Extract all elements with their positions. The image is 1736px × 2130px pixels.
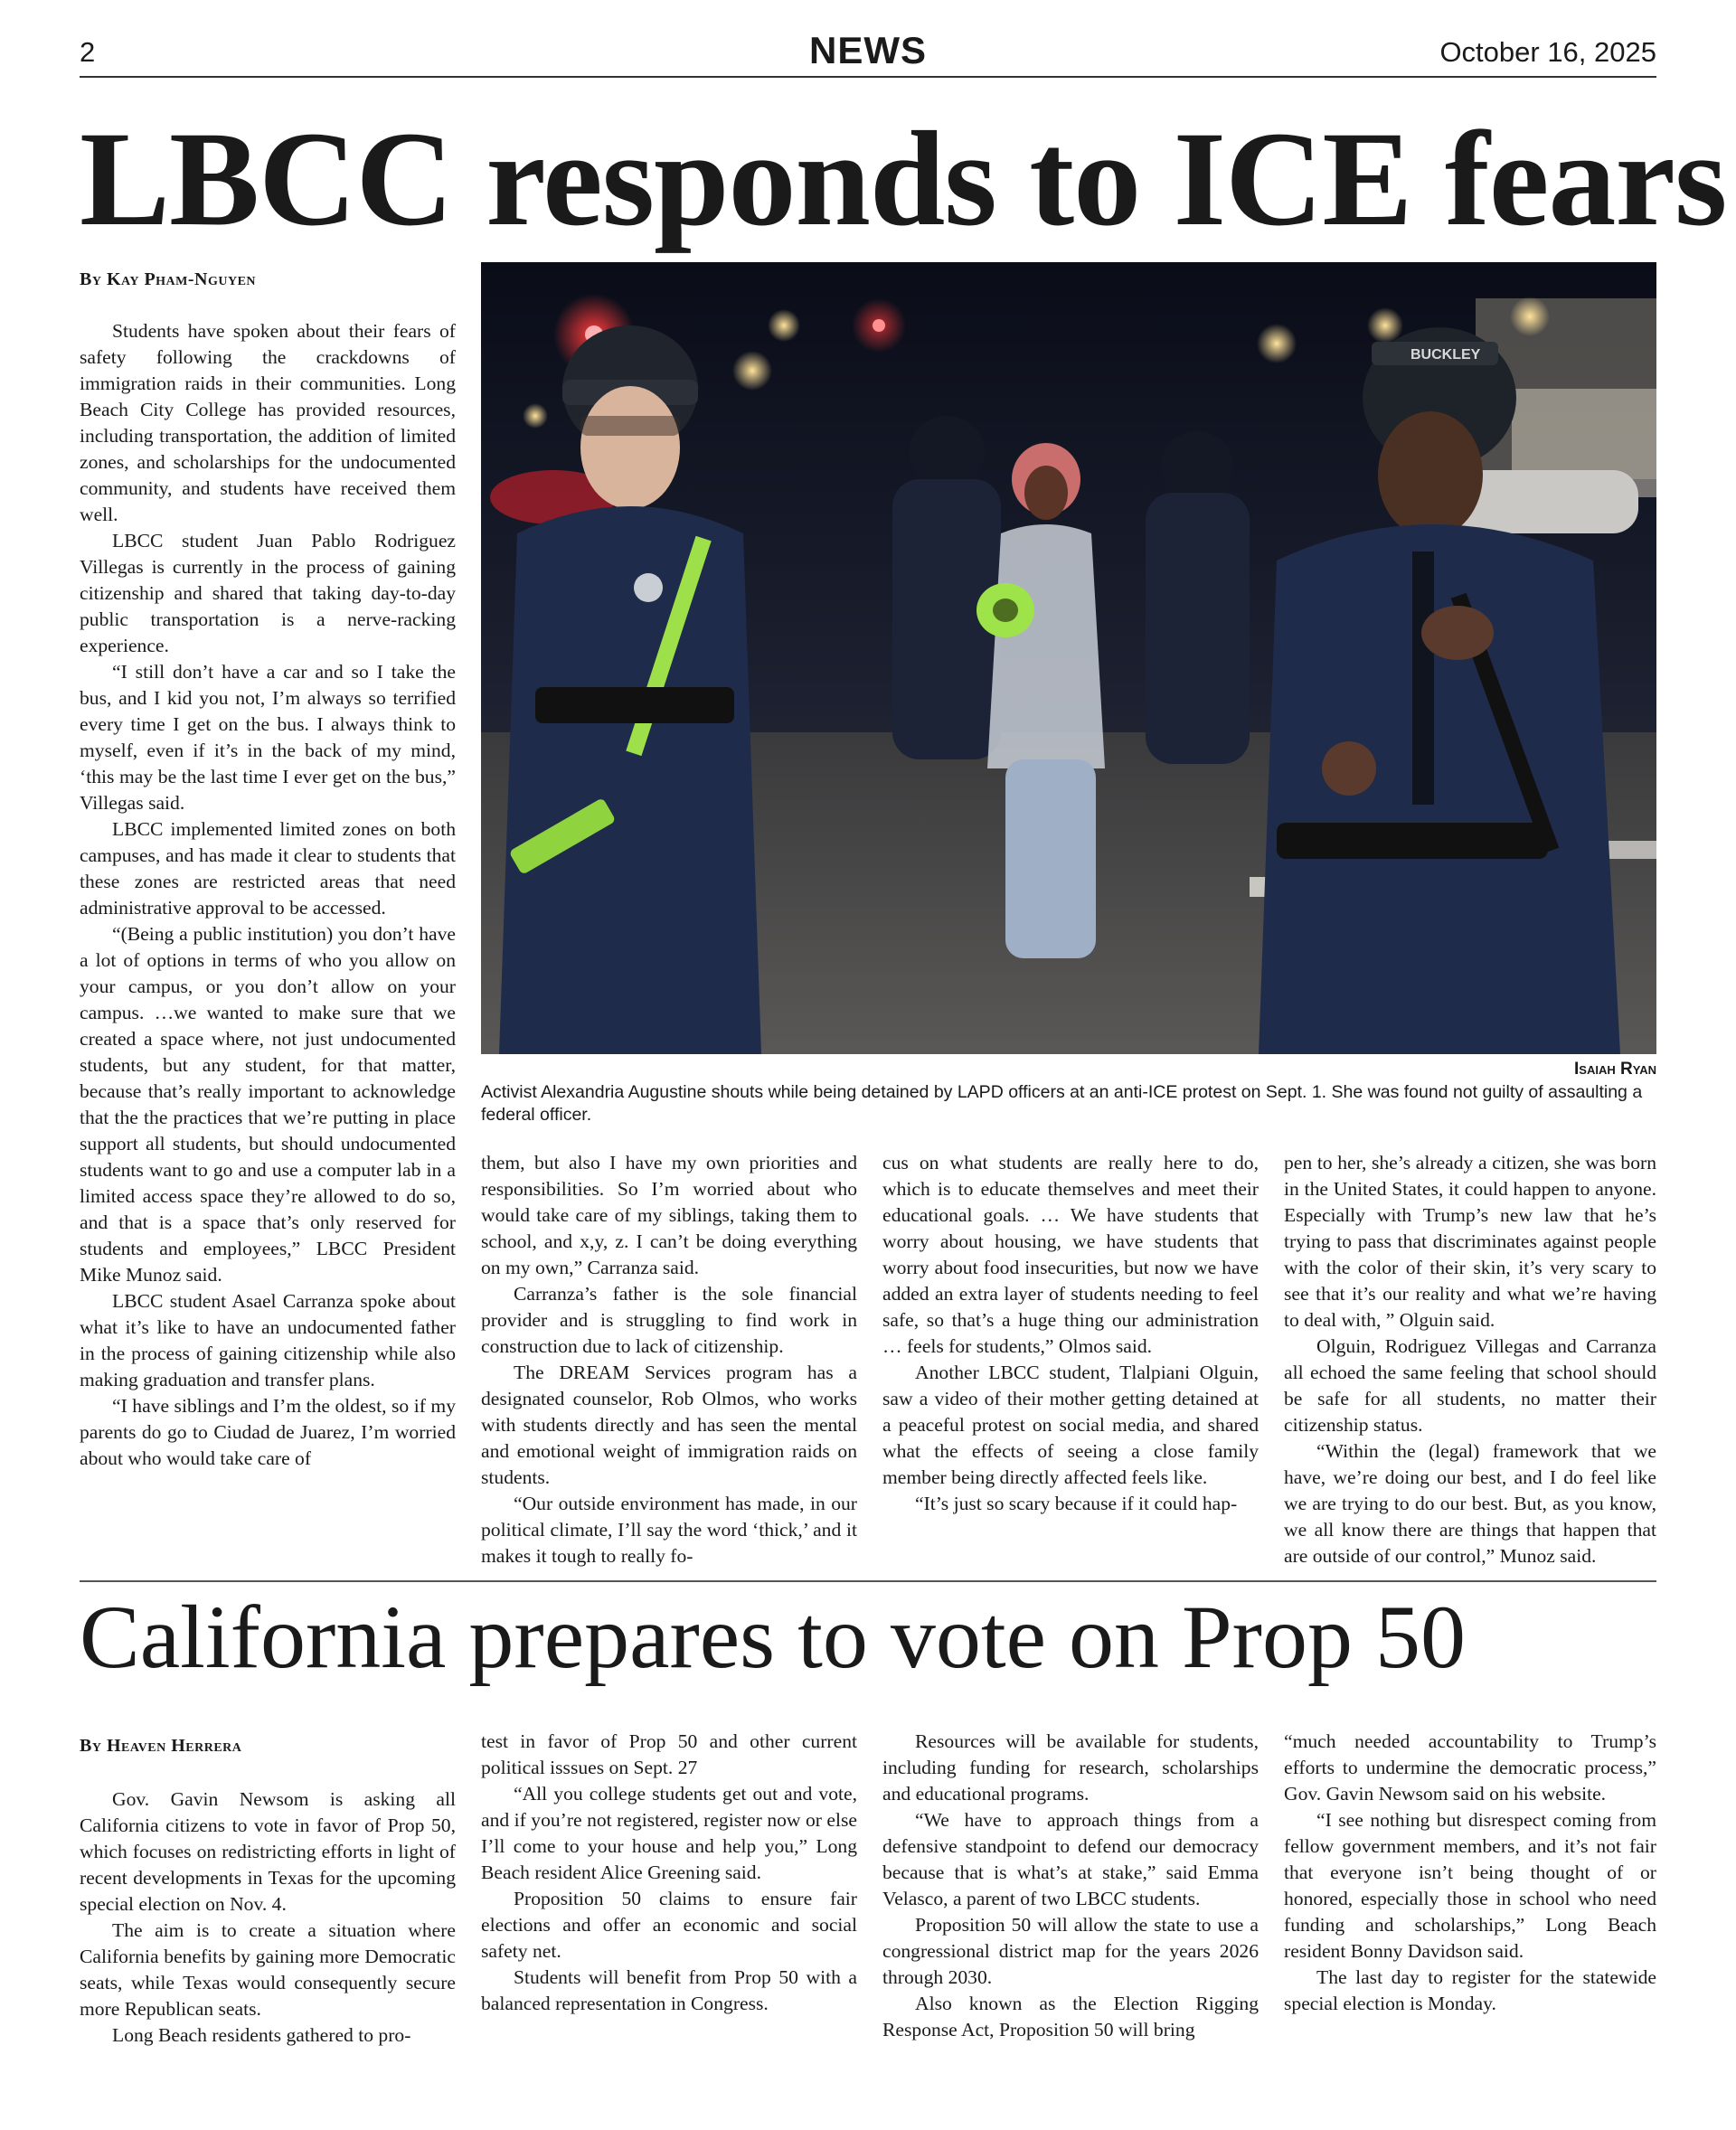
paragraph: Proposition 50 will allow the state to use a congressional district map for the years 2026 through 2030. — [882, 1914, 1259, 1988]
paragraph: “much needed accountability to Trump’s efforts to undermine the democratic process,” Gov. Gavin Newsom said on his website. — [1284, 1730, 1656, 1805]
photo-caption: Activist Alexandria Augustine shouts while being detained by LAPD officers at an anti-ICE protest on Sept. 1. She was found not guilty of assaulting a federal officer. — [481, 1082, 1643, 1125]
article-1-headline: LBCC responds to ICE fears — [80, 104, 1727, 254]
article-2-byline: By Heaven Herrera — [80, 1736, 242, 1756]
paragraph: “I see nothing but disrespect coming from fellow government members, and it’s not fair that everyone isn’t being thought of or honored, especially those in school who need funding and scholarships,” Long Beach resident Bonny Davidson said. — [1284, 1809, 1656, 1962]
paragraph: Also known as the Election Rigging Response Act, Proposition 50 will bring — [882, 1993, 1259, 2040]
article-2-column-1 — [80, 1786, 456, 2049]
issue-date: October 16, 2025 — [1439, 36, 1656, 68]
paragraph: “We have to approach things from a defensive standpoint to defend our democracy because that is what’s at stake,” said Emma Velasco, a parent of two LBCC students. — [882, 1809, 1259, 1909]
article-1-byline: By Kay Pham-Nguyen — [80, 269, 257, 289]
article-divider — [80, 1580, 1656, 1582]
paragraph: LBCC implemented limited zones on both campuses, and has made it clear to students that these zones are restricted areas that need administrative approval to be accessed. — [80, 818, 456, 919]
article-2-column-2 — [481, 1729, 857, 2017]
article-1-column-2 — [481, 1150, 857, 1569]
paragraph: Olguin, Rodriguez Villegas and Carranza all echoed the same feeling that school should be safe for all students, no matter their citizenship status. — [1284, 1335, 1656, 1436]
paragraph: “Our outside environment has made, in our political climate, I’ll say the word ‘thick,’ and it makes it tough to really fo- — [481, 1493, 857, 1567]
article-1-column-4 — [1284, 1150, 1656, 1569]
paragraph: “I have siblings and I’m the oldest, so if my parents do go to Ciudad de Juarez, I’m worried about who would take care of — [80, 1395, 456, 1469]
helmet-name-label: BUCKLEY — [1410, 347, 1481, 363]
header-rule — [80, 76, 1656, 78]
paragraph: Proposition 50 claims to ensure fair elections and offer an economic and social safety net. — [481, 1888, 857, 1962]
paragraph: “Within the (legal) framework that we have, we’re doing our best, and I do feel like we are trying to do our best. But, as you know, we all know there are things that happen that are outside of our control,” Munoz said. — [1284, 1440, 1656, 1567]
article-2-column-3 — [882, 1729, 1259, 2043]
paragraph: The DREAM Services program has a designated counselor, Rob Olmos, who works with students directly and has seen the mental and emotional weight of immigration raids on students. — [481, 1362, 857, 1488]
article-1-column-3 — [882, 1150, 1259, 1517]
paragraph: “All you college students get out and vote, and if you’re not registered, register now or else I’ll come to your house and help you,” Long Beach resident Alice Greening said. — [481, 1783, 857, 1883]
paragraph: Carranza’s father is the sole financial provider and is struggling to find work in construction due to lack of citizenship. — [481, 1283, 857, 1357]
photo-credit: Isaiah Ryan — [1574, 1060, 1656, 1079]
article-2-headline: California prepares to vote on Prop 50 — [80, 1587, 1466, 1687]
paragraph: The aim is to create a situation where California benefits by gaining more Democratic seats, while Texas would consequently secure more Republican seats. — [80, 1919, 456, 2020]
paragraph: Students will benefit from Prop 50 with a balanced representation in Congress. — [481, 1966, 857, 2014]
paragraph: LBCC student Juan Pablo Rodriguez Villegas is currently in the process of gaining citizenship and shared that taking day-to-day public transportation is a nerve-racking experience. — [80, 530, 456, 656]
article-1-column-1 — [80, 318, 456, 1472]
section-title: NEWS — [809, 29, 927, 71]
paragraph: The last day to register for the statewide special election is Monday. — [1284, 1966, 1656, 2014]
paragraph: cus on what students are really here to do, which is to educate themselves and meet their educational goals. … We have students that worry about housing, we have students that worry about food insecurities, but now we have added an extra layer of students needing to feel safe, so that’s a huge thing our administration … feels for students,” Olmos said. — [882, 1152, 1259, 1357]
paragraph: them, but also I have my own priorities and responsibilities. So I’m worried about who would take care of my siblings, taking them to school, and x,y, z. I can’t be doing everything on my own,” Carranza said. — [481, 1152, 857, 1278]
paragraph: “(Being a public institution) you don’t have a lot of options in terms of who you allow on your campus, or you don’t allow on your campus. …we wanted to make sure that we created a space where, not just undocumented students, but any student, for that matter, because that’s really important to acknowledge that the the practices that we’re putting in place support all students, but should undocumented students want to go and use a computer lab in a limited access space they’re allowed to do so, and that is a space that’s only reserved for students and employees,” LBCC President Mike Munoz said. — [80, 923, 456, 1286]
paragraph: “It’s just so scary because if it could hap- — [915, 1493, 1238, 1514]
paragraph: Long Beach residents gathered to pro- — [112, 2024, 411, 2046]
protest-photo — [481, 262, 1656, 1054]
paragraph: Resources will be available for students, including funding for research, scholarships and educational programs. — [882, 1730, 1259, 1805]
page-number: 2 — [80, 36, 96, 68]
paragraph: LBCC student Asael Carranza spoke about what it’s like to have an undocumented father in the process of gaining citizenship while also making graduation and transfer plans. — [80, 1290, 456, 1390]
paragraph: Students have spoken about their fears of safety following the crackdowns of immigration raids in their communities. Long Beach City College has provided resources, including transportation, the addition of limited zones, and scholarships for the undocumented community, and students have received them well. — [80, 320, 456, 525]
paragraph: Gov. Gavin Newsom is asking all California citizens to vote in favor of Prop 50, which focuses on redistricting efforts in light of recent developments in Texas for the upcoming special election on Nov. 4. — [80, 1788, 456, 1915]
paragraph: Another LBCC student, Tlalpiani Olguin, saw a video of their mother getting detained at a peaceful protest on social media, and shared what the effects of seeing a close family member being directly affected feels like. — [882, 1362, 1259, 1488]
paragraph: “I still don’t have a car and so I take the bus, and I kid you not, I’m always so terrified every time I get on the bus. I always think to myself, even if it’s in the back of my mind, ‘this may be the last time I ever get on the bus,” Villegas said. — [80, 661, 456, 814]
article-2-column-4 — [1284, 1729, 1656, 2017]
paragraph: test in favor of Prop 50 and other current political isssues on Sept. 27 — [481, 1730, 857, 1778]
paragraph: pen to her, she’s already a citizen, she was born in the United States, it could happen to anyone. Especially with Trump’s new law that he’s trying to pass that discriminates against people with the color of their skin, it’s very scary to see that it’s our reality and what we’re having to deal with, ” Olguin said. — [1284, 1152, 1656, 1331]
